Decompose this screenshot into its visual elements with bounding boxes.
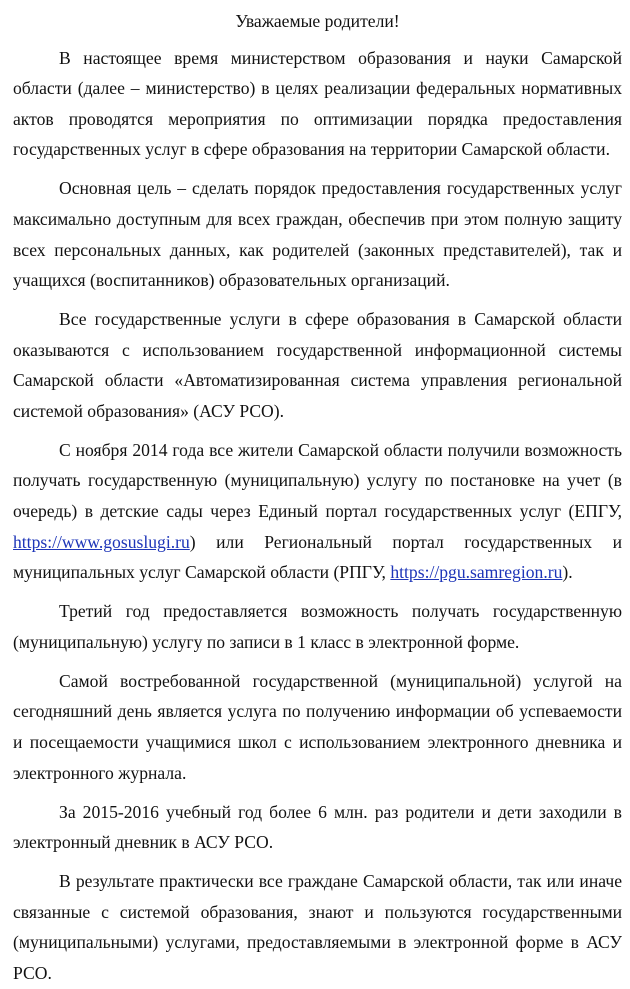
paragraph-first-grade: Третий год предоставляется возможность получать государственную (муниципальную) услугу по записи в 1 класс в электронной форме.	[13, 601, 622, 652]
paragraph-main-goal: Основная цель – сделать порядок предоставления государственных услуг максимально доступным для всех граждан, обеспечив при этом полную защиту всех персональных данных, как родителей (законных представителей), так и учащихся (воспитанников) образовательных организаций.	[13, 178, 622, 291]
paragraph-statistics: За 2015-2016 учебный год более 6 млн. раз родители и дети заходили в электронный дневник в АСУ РСО.	[13, 801, 622, 853]
paragraph-portals-text-2: ) или Региональный портал государственных и муниципальных услуг Самарской области (РПГУ,	[13, 531, 622, 583]
paragraph-portals-text-3: ).	[562, 562, 573, 583]
paragraph-portals	[13, 435, 622, 588]
letter-title: Уважаемые родители!	[235, 11, 400, 31]
samregion-link[interactable]: https://pgu.samregion.ru	[390, 562, 563, 583]
paragraph-portals-text-1: С ноября 2014 года все жители Самарской области получили возможность получать государственную (муниципальную) услугу по постановке на учет (в очередь) в детские сады через Единый портал государственных услуг (ЕПГУ,	[13, 439, 622, 522]
paragraph-asu-rso: Все государственные услуги в сфере образования в Самарской области оказываются с использованием государственной информационной системы Самарской области «Автоматизированная система управления региональной системой образования» (АСУ РСО).	[13, 309, 622, 421]
paragraph-conclusion: В результате практически все граждане Самарской области, так или иначе связанные с системой образования, знают и пользуются государственными (муниципальными) услугами, предоставляемыми в электронной форме в АСУ РСО.	[13, 871, 622, 983]
gosuslugi-link[interactable]: https://www.gosuslugi.ru	[13, 531, 190, 552]
letter-page	[13, 0, 622, 989]
paragraph-intro: В настоящее время министерством образования и науки Самарской области (далее – министерство) в целях реализации федеральных нормативных актов проводятся мероприятия по оптимизации порядка предоставления государственных услуг в сфере образования на территории Самарской области.	[13, 47, 622, 160]
paragraph-e-diary-service: Самой востребованной государственной (муниципальной) услугой на сегодняшний день является услуга по получению информации об успеваемости и посещаемости учащимися школ с использованием электронного дневника и электронного журнала.	[13, 670, 622, 783]
